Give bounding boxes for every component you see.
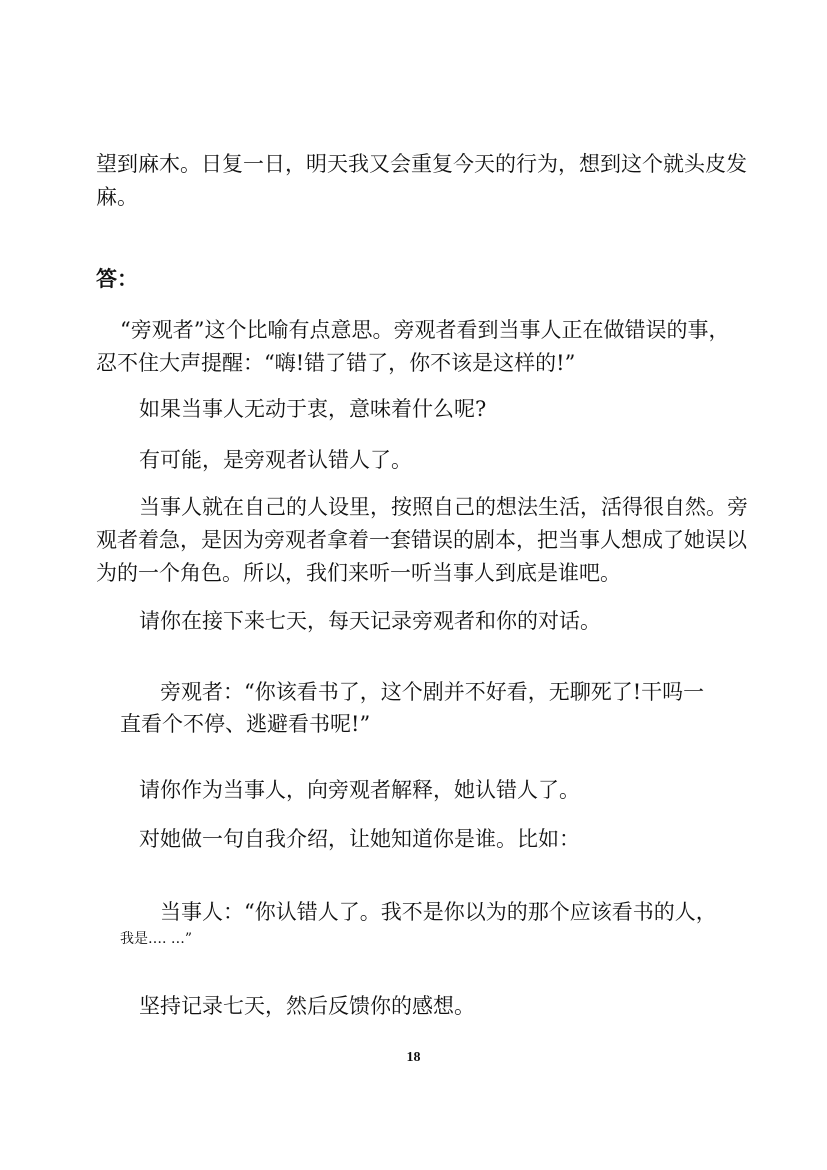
quote-line: 我是…. …” bbox=[120, 931, 193, 947]
answer-heading: 答： bbox=[96, 267, 138, 291]
paragraph-line: 有可能，是旁观者认错人了。 bbox=[139, 448, 412, 472]
paragraph-line: 请你作为当事人，向旁观者解释，她认错人了。 bbox=[139, 778, 580, 802]
paragraph-line: 忍不住大声提醒：“嗨!错了错了，你不该是这样的!” bbox=[96, 351, 576, 375]
paragraph-line: “旁观者”这个比喻有点意思。旁观者看到当事人正在做错误的事， bbox=[120, 318, 730, 342]
paragraph-line: 坚持记录七天，然后反馈你的感想。 bbox=[139, 994, 475, 1018]
paragraph-line: 麻。 bbox=[96, 185, 138, 209]
quote-line: 直看个不停、逃避看书呢!” bbox=[120, 712, 371, 736]
paragraph-line: 当事人就在自己的人设里，按照自己的想法生活，活得很自然。旁 bbox=[139, 495, 748, 519]
paragraph-line: 观者着急，是因为旁观者拿着一套错误的剧本，把当事人想成了她误以 bbox=[96, 528, 747, 552]
quote-line: 当事人：“你认错人了。我不是你以为的那个应该看书的人， bbox=[160, 900, 717, 924]
quote-line: 旁观者：“你该看书了，这个剧并不好看，无聊死了!干吗一 bbox=[160, 680, 705, 704]
page-number: 18 bbox=[406, 1050, 421, 1065]
paragraph-line: 为的一个角色。所以，我们来听一听当事人到底是谁吧。 bbox=[96, 561, 621, 585]
paragraph-line: 对她做一句自我介绍，让她知道你是谁。比如： bbox=[139, 827, 580, 851]
paragraph-line: 望到麻木。日复一日，明天我又会重复今天的行为，想到这个就头皮发 bbox=[96, 152, 747, 176]
paragraph-line: 请你在接下来七天，每天记录旁观者和你的对话。 bbox=[139, 609, 601, 633]
paragraph-line: 如果当事人无动于衷，意味着什么呢? bbox=[139, 397, 487, 421]
